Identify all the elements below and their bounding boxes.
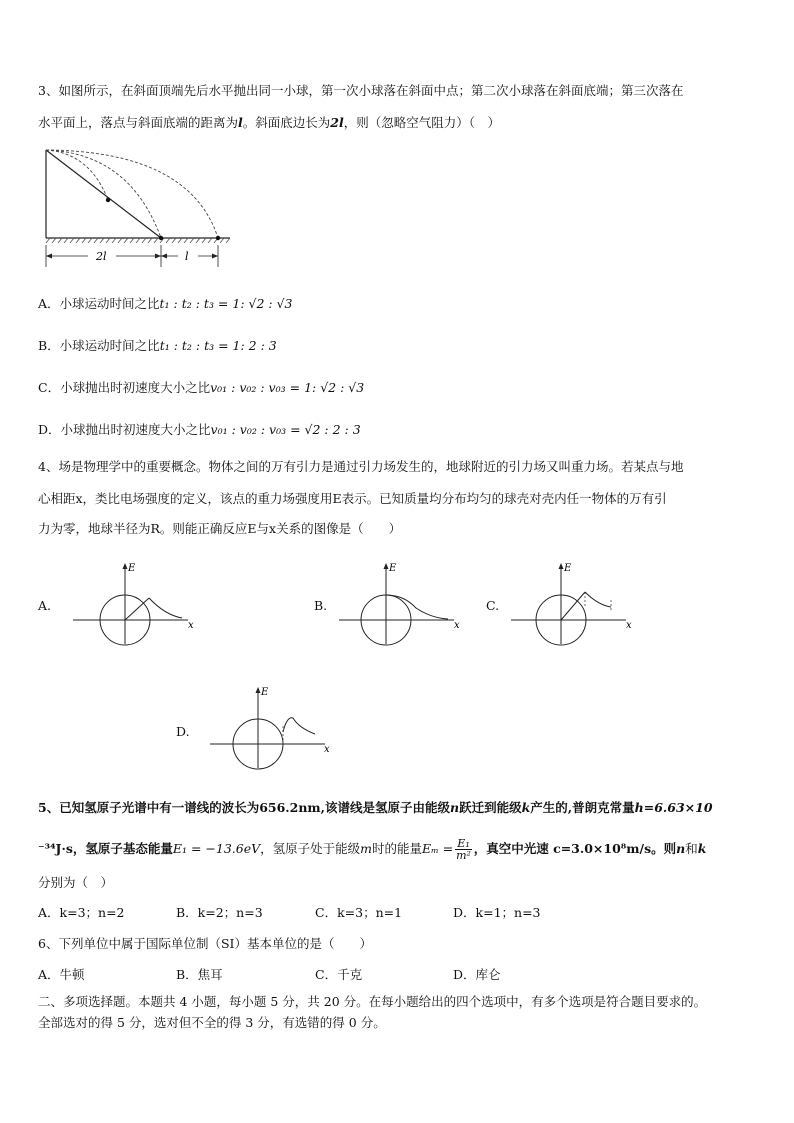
- q6-option-d[interactable]: D．库仑: [453, 967, 501, 982]
- q4a-axis-e: E: [128, 563, 136, 574]
- section2-intro-line1: 二、多项选择题。本题共 4 小题，每小题 5 分，共 20 分。在每小题给出的四个选项中，有多个选项是符合题目要求的。: [38, 994, 707, 1009]
- q5-option-b[interactable]: B．k=2；n=3: [176, 905, 263, 920]
- q4-option-a-label[interactable]: A.: [38, 598, 52, 613]
- q3-fig-label-2l: 2l: [96, 250, 107, 263]
- q4-stem-line2: 心相距x，类比电场强度的定义，该点的重力场强度用E表示。已知质量均分布均匀的球壳对壳内任一物体的万有引: [38, 491, 667, 506]
- q4c-axis-x: x: [626, 620, 632, 631]
- q4-option-b-label[interactable]: B.: [314, 598, 328, 613]
- q3-option-a[interactable]: A．小球运动时间之比t₁ : t₂ : t₃ = 1: √2 : √3: [38, 296, 293, 311]
- q3-option-c[interactable]: C．小球抛出时初速度大小之比v₀₁ : v₀₂ : v₀₃ = 1: √2 : √3: [38, 380, 365, 395]
- q3-figure: [40, 145, 240, 270]
- q5-option-c[interactable]: C．k=3；n=1: [315, 905, 403, 920]
- q5-energy-fraction: $\frac{\text{E₁}}{\text{m²}}$: [456, 837, 471, 862]
- q3-stem-line1: 3、如图所示，在斜面顶端先后水平抛出同一小球，第一次小球落在斜面中点；第二次小球落在斜面底端；第三次落在: [38, 83, 684, 98]
- q5-stem-line3: 分别为（ ）: [38, 875, 114, 890]
- q4-option-c-label[interactable]: C.: [486, 598, 500, 613]
- q4-option-d-label[interactable]: D.: [176, 724, 190, 739]
- q4d-axis-e: E: [261, 687, 269, 698]
- q3-fig-label-l: l: [185, 250, 189, 263]
- q5-stem-line1: 5、已知氢原子光谱中有一谱线的波长为656.2nm,该谱线是氢原子由能级n跃迁到能级k产生的,普朗克常量h=6.63×10: [38, 800, 713, 815]
- q4-graph-a: [70, 560, 195, 645]
- q4d-axis-x: x: [324, 744, 330, 755]
- q4b-axis-e: E: [389, 563, 397, 574]
- q3-stem-line2: 水平面上，落点与斜面底端的距离为l。斜面底边长为2l，则（忽略空气阻力）（ ）: [38, 115, 500, 130]
- q4-graph-d: [207, 684, 332, 769]
- q5-option-d[interactable]: D．k=1；n=3: [453, 905, 541, 920]
- q6-option-a[interactable]: A．牛顿: [38, 967, 85, 982]
- q3-option-b[interactable]: B．小球运动时间之比t₁ : t₂ : t₃ = 1: 2 : 3: [38, 338, 277, 353]
- q4-graph-c: [508, 560, 633, 645]
- q4b-axis-x: x: [454, 620, 460, 631]
- q5-option-a[interactable]: A．k=3；n=2: [38, 905, 125, 920]
- q4-graph-b: [336, 560, 461, 645]
- q4c-axis-e: E: [564, 563, 572, 574]
- q4a-axis-x: x: [188, 620, 194, 631]
- q4-stem-line1: 4、场是物理学中的重要概念。物体之间的万有引力是通过引力场发生的，地球附近的引力场又叫重力场。若某点与地: [38, 459, 684, 474]
- q4-stem-line3: 力为零，地球半径为R。则能正确反应E与x关系的图像是（ ）: [38, 521, 402, 536]
- q6-option-b[interactable]: B．焦耳: [176, 967, 223, 982]
- section2-intro-line2: 全部选对的得 5 分，选对但不全的得 3 分，有选错的得 0 分。: [38, 1015, 386, 1030]
- q6-stem: 6、下列单位中属于国际单位制（SI）基本单位的是（ ）: [38, 936, 372, 951]
- q3-option-d[interactable]: D．小球抛出时初速度大小之比v₀₁ : v₀₂ : v₀₃ = √2 : 2 : 3: [38, 422, 361, 437]
- q5-stem-line2: ⁻³⁴J·s，氢原子基态能量E₁ = −13.6eV，氢原子处于能级m时的能量Eₘ = $\frac{\text{E₁}}{\text{m²}}$ ，真空中光速 c=3.0×10⁸m/s。则n和k: [38, 837, 707, 862]
- q6-option-c[interactable]: C．千克: [315, 967, 363, 982]
